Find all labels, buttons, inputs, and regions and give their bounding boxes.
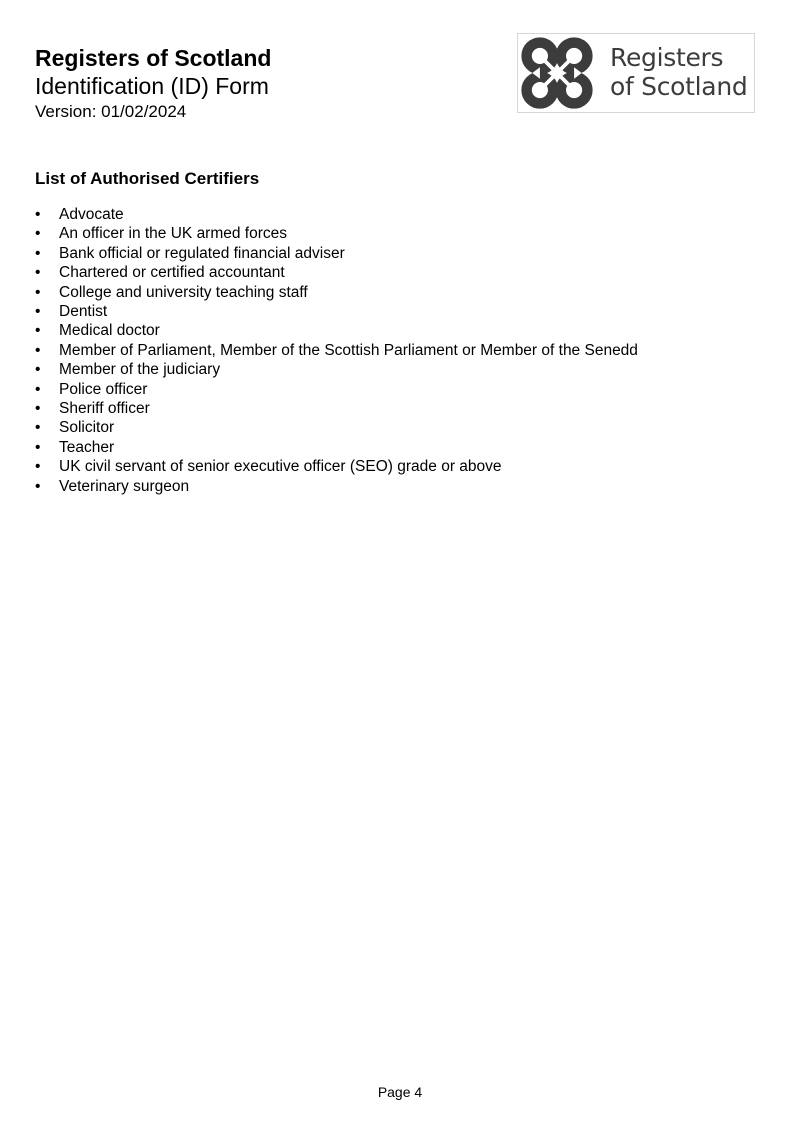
- list-item-text: Police officer: [59, 380, 148, 398]
- bullet: •: [35, 264, 41, 282]
- list-item: [35, 224, 638, 243]
- list-item-text: Chartered or certified accountant: [59, 264, 285, 282]
- bullet: •: [35, 458, 41, 476]
- logo-line-1: Registers: [610, 43, 724, 72]
- list-item-text: Veterinary surgeon: [59, 477, 190, 495]
- list-item-text: An officer in the UK armed forces: [59, 225, 288, 243]
- bullet: •: [35, 419, 41, 437]
- bullet: •: [35, 303, 41, 321]
- list-item-text: Solicitor: [59, 419, 115, 437]
- bullet: •: [35, 477, 41, 495]
- list-item: [35, 438, 638, 457]
- list-item-text: Advocate: [59, 206, 124, 223]
- authorised-certifiers-list: [35, 205, 638, 496]
- section-heading: List of Authorised Certifiers: [35, 169, 260, 188]
- bullet: •: [35, 341, 41, 359]
- list-item: [35, 321, 638, 340]
- list-item: [35, 457, 638, 476]
- list-item: [35, 263, 638, 282]
- page-number: Page 4: [377, 1084, 423, 1100]
- registers-of-scotland-logo: [517, 33, 755, 113]
- list-item: [35, 418, 638, 437]
- list-item: [35, 399, 638, 418]
- bullet: •: [35, 400, 41, 418]
- bullet: •: [35, 244, 41, 262]
- list-item-text: UK civil servant of senior executive officer (SEO) grade or above: [59, 458, 502, 476]
- list-item-text: Medical doctor: [59, 322, 160, 340]
- ros-knot-logo-icon: [519, 35, 595, 111]
- logo-line-2: of Scotland: [610, 72, 748, 101]
- list-item: [35, 477, 638, 496]
- list-item: [35, 341, 638, 360]
- document-header: [35, 44, 455, 123]
- list-item: [35, 360, 638, 379]
- list-item-text: Sheriff officer: [59, 400, 150, 418]
- list-item-text: Member of Parliament, Member of the Scottish Parliament or Member of the Senedd: [59, 341, 638, 359]
- bullet: •: [35, 380, 41, 398]
- version-label: Version: 01/02/2024: [35, 102, 187, 121]
- bullet: •: [35, 225, 41, 243]
- list-item-text: Teacher: [59, 438, 115, 456]
- list-item: [35, 244, 638, 263]
- list-item-text: Dentist: [59, 303, 108, 321]
- bullet: •: [35, 206, 41, 223]
- bullet: •: [35, 283, 41, 301]
- logo-wordmark: [610, 43, 747, 101]
- list-item: [35, 205, 638, 224]
- list-item: [35, 380, 638, 399]
- list-item: [35, 283, 638, 302]
- form-title: Identification (ID) Form: [35, 73, 269, 99]
- list-item-text: Member of the judiciary: [59, 361, 221, 379]
- bullet: •: [35, 361, 41, 379]
- list-item-text: College and university teaching staff: [59, 283, 308, 301]
- list-item-text: Bank official or regulated financial adviser: [59, 244, 345, 262]
- bullet: •: [35, 322, 41, 340]
- bullet: •: [35, 438, 41, 456]
- org-title: Registers of Scotland: [35, 45, 272, 71]
- list-item: [35, 302, 638, 321]
